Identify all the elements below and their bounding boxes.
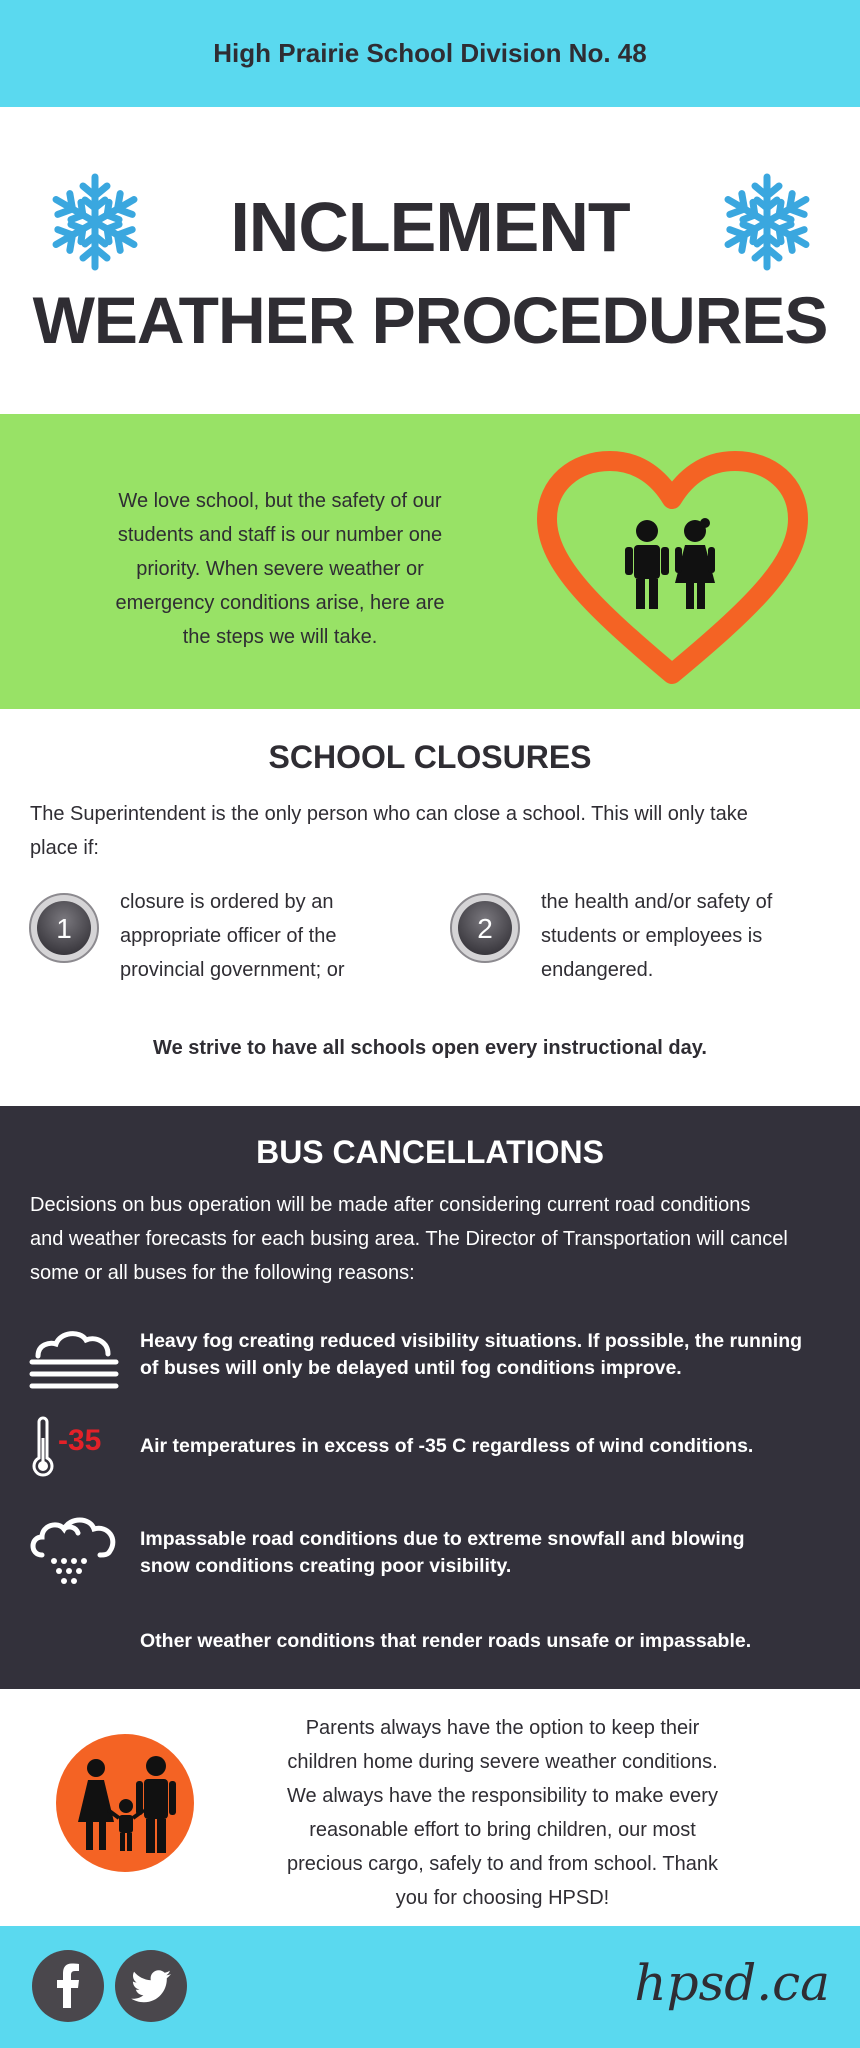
- temperature-label: -35: [58, 1424, 102, 1457]
- closures-closing-statement: We strive to have all schools open every instructional day.: [153, 1037, 707, 1059]
- intro-line: the steps we will take.: [182, 626, 378, 648]
- footer: [0, 1926, 860, 2048]
- snow-cloud-icon: [28, 1511, 120, 1591]
- bus-reason-line: of buses will only be delayed until fog conditions improve.: [140, 1357, 682, 1379]
- parents-line: Parents always have the option to keep their: [305, 1717, 700, 1739]
- heart-icon: [535, 449, 810, 689]
- parents-line: children home during severe weather conditions.: [287, 1751, 718, 1773]
- header-bar: [0, 0, 860, 107]
- title-line-2: WEATHER PROCEDURES: [32, 283, 828, 357]
- school-closures-section: [0, 709, 860, 1106]
- bus-reason-line: Impassable road conditions due to extreme snowfall and blowing: [140, 1528, 745, 1550]
- bus-cancellations-section: [0, 1106, 860, 1689]
- closures-lead-line: The Superintendent is the only person who can close a school. This will only take: [30, 803, 748, 825]
- facebook-button[interactable]: [32, 1950, 104, 2022]
- parents-line: precious cargo, safely to and from school. Thank: [287, 1853, 718, 1875]
- number-badge: [449, 892, 521, 964]
- parents-line: reasonable effort to bring children, our most: [309, 1819, 696, 1841]
- closure-reason-1: [120, 885, 420, 987]
- bus-lead-line: some or all buses for the following reasons:: [30, 1262, 415, 1284]
- thermometer-icon: [30, 1416, 56, 1478]
- section-heading: SCHOOL CLOSURES: [268, 739, 592, 775]
- bus-reason-fog: [140, 1328, 840, 1382]
- intro-line: We love school, but the safety of our: [118, 490, 442, 512]
- closure-reason-line: students or employees is: [541, 925, 763, 947]
- division-name: High Prairie School Division No. 48: [213, 38, 647, 68]
- family-icon: [56, 1734, 194, 1872]
- number-badge-label: 2: [477, 913, 493, 944]
- number-badge-label: 1: [56, 913, 72, 944]
- closure-reason-line: provincial government; or: [120, 959, 345, 981]
- parents-line: you for choosing HPSD!: [395, 1887, 610, 1909]
- intro-line: priority. When severe weather or: [136, 558, 424, 580]
- intro-text: [100, 484, 460, 654]
- twitter-icon: [115, 1950, 187, 2022]
- bus-reason-line: Heavy fog creating reduced visibility situations. If possible, the running: [140, 1330, 803, 1352]
- closure-reason-2: [541, 885, 841, 987]
- parents-section: [0, 1689, 860, 1926]
- intro-line: emergency conditions arise, here are: [115, 592, 445, 614]
- website-link[interactable]: hpsd.ca: [634, 1954, 830, 2012]
- closures-lead: [30, 797, 810, 865]
- bus-reason-temperature: Air temperatures in excess of -35 C regardless of wind conditions.: [140, 1435, 754, 1457]
- bus-reason-other: Other weather conditions that render roads unsafe or impassable.: [140, 1630, 752, 1652]
- facebook-icon: [32, 1950, 104, 2022]
- twitter-button[interactable]: [115, 1950, 187, 2022]
- section-heading: BUS CANCELLATIONS: [256, 1134, 604, 1170]
- bus-reason-line: snow conditions creating poor visibility.: [140, 1555, 512, 1577]
- parents-text: [265, 1711, 740, 1915]
- title-line-1: INCLEMENT: [230, 188, 630, 266]
- bus-lead: [30, 1188, 840, 1290]
- intro-line: students and staff is our number one: [117, 524, 443, 546]
- closure-reason-line: the health and/or safety of: [541, 891, 773, 913]
- bus-lead-line: and weather forecasts for each busing area. The Director of Transportation will cancel: [30, 1228, 788, 1250]
- closure-reason-line: closure is ordered by an: [120, 891, 334, 913]
- title-section: [0, 107, 860, 414]
- intro-section: [0, 414, 860, 709]
- number-badge: [28, 892, 100, 964]
- closure-reason-line: appropriate officer of the: [120, 925, 337, 947]
- bus-reason-snow: [140, 1526, 840, 1580]
- fog-icon: [28, 1326, 120, 1392]
- bus-lead-line: Decisions on bus operation will be made after considering current road conditions: [30, 1194, 751, 1216]
- closures-lead-line: place if:: [30, 837, 99, 859]
- parents-line: We always have the responsibility to make every: [287, 1785, 718, 1807]
- closure-reason-line: endangered.: [541, 959, 654, 981]
